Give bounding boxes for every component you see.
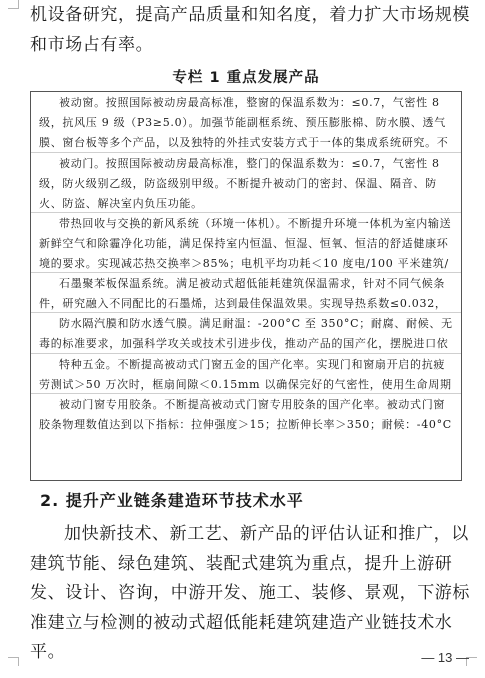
product-item-special-hardware: 特种五金。不断提高被动式门窗五金的国产化率。实现门和窗扇开启的抗疲劳测试＞50 万次时，框扇间隙＜0.15mm 以确保完好的气密性，使用生命周期	[31, 353, 461, 393]
key-products-box	[30, 91, 462, 481]
section-heading: 2. 提升产业链条建造环节技术水平	[40, 491, 304, 510]
product-item-passive-window: 被动窗。按照国际被动房最高标准，整窗的保温系数为：≤0.7，气密性 8 级，抗风压 9 级（P3≥5.0）。加强节能副框系统、预压膨胀棉、防水膜、透气膜、窗台板等多个产品，以及独特的外挂式安装方式于一体的集成系统研究。不	[39, 96, 449, 149]
crop-mark-top-left	[8, 0, 19, 9]
product-item-graphite-eps-board: 石墨聚苯板保温系统。满足被动式超低能耗建筑保温需求，针对不同气候条件，研究融入不同配比的石墨烯，达到最佳保温效果。实现导热系数≤0.032，	[31, 272, 461, 312]
product-item-fresh-air-system: 带热回收与交换的新风系统（环境一体机）。不断提升环境一体机为室内输送新鲜空气和除霾净化功能，满足保持室内恒温、恒湿、恒氧、恒洁的舒适健康环境的要求。实现减芯热交换率＞85%；电机平均功耗＜10 度电/100 平米建筑/	[31, 212, 461, 272]
page-number: — 13 —	[421, 650, 469, 665]
product-item-vapor-membrane: 防水隔汽膜和防水透气膜。满足耐温：-200°C 至 350°C；耐腐、耐候、无毒的标准要求，加强科学攻关或技术引进步伐，推动产品的国产化，摆脱进口依	[31, 312, 461, 353]
crop-mark-bottom-left	[8, 657, 19, 666]
product-item-window-seal-strip: 被动门窗专用胶条。不断提高被动式门窗专用胶条的国产化率。被动式门窗胶条物理数值达到以下指标：拉伸强度＞15；拉断伸长率＞350；耐候：-40°C	[31, 393, 461, 434]
intro-paragraph: 机设备研究，提高产品质量和知名度，着力扩大市场规模和市场占有率。	[30, 5, 470, 55]
body-paragraph: 加快新技术、新工艺、新产品的评估认证和推广，以建筑节能、绿色建筑、装配式建筑为重点，提升上游研发、设计、咨询，中游开发、施工、装修、景观，下游标准建立与检测的被动式超低能耗建筑建造产业链技术水平。	[30, 524, 470, 662]
product-item-passive-door: 被动门。按照国际被动房最高标准，整门的保温系数为：≤0.7，气密性 8 级，防火级别乙级，防盗级别甲级。不断提升被动门的密封、保温、隔音、防火、防盗、解决室内负压功能。	[31, 152, 461, 212]
box-title: 专栏 1 重点发展产品	[172, 70, 320, 86]
